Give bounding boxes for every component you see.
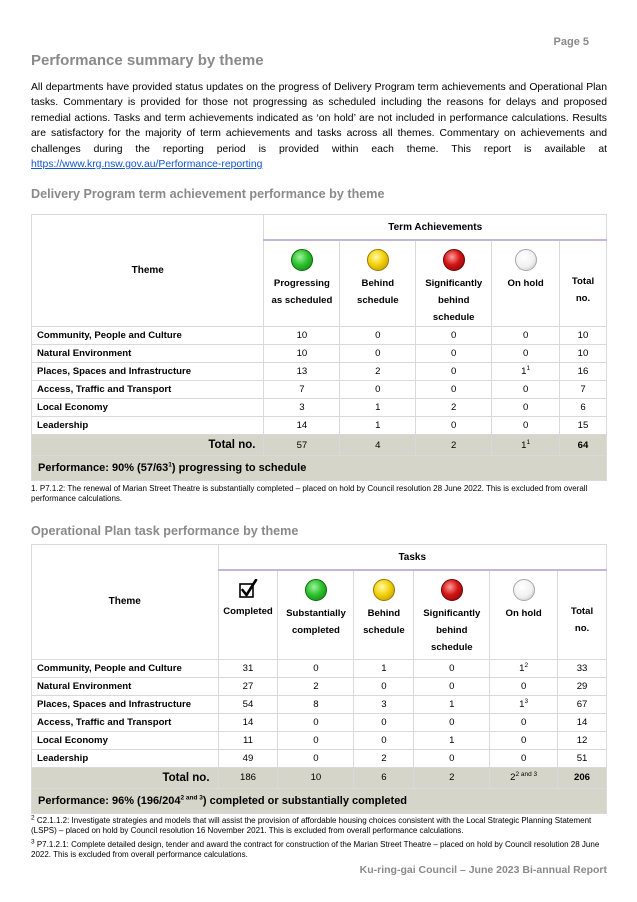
table-row: Community, People and Culture 31 0 1 0 $1^2$ 33 <box>32 659 607 677</box>
table-row: Leadership 14 1 0 0 15 <box>32 417 607 435</box>
yellow-light-icon <box>373 579 395 601</box>
table-row: Community, People and Culture 10 0 0 0 10 <box>32 327 607 345</box>
page-number: Page 5 <box>553 36 589 48</box>
table-row: Places, Spaces and Infrastructure 13 2 0 $1^1$ 16 <box>32 363 607 381</box>
red-light-icon <box>441 579 463 601</box>
page-title: Performance summary by theme <box>31 52 264 69</box>
white-light-icon <box>515 249 537 271</box>
footnote-1: 1. P7.1.2: The renewal of Marian Street Theatre is substantially completed – placed on hold by Council resolution 28 June 2022. This is excluded from overall performance calculations. <box>31 484 588 503</box>
total-row: Total no. 186 10 6 2 $2^{2 and 3}$ 206 <box>32 767 607 788</box>
behind-column-header: Behind schedule <box>354 570 414 659</box>
theme-header: Theme <box>32 215 264 327</box>
table-row: Leadership 49 0 2 0 0 51 <box>32 749 607 767</box>
green-light-icon <box>305 579 327 601</box>
behind-column-header: Behind schedule <box>340 240 416 327</box>
total-row: Total no. 57 4 2 $1^1$ 64 <box>32 435 607 456</box>
white-light-icon <box>513 579 535 601</box>
on-hold-column-header: On hold <box>492 240 560 327</box>
total-column-header: Total no. <box>558 570 607 659</box>
table-row: Local Economy 11 0 0 1 0 12 <box>32 731 607 749</box>
table-row: Natural Environment 27 2 0 0 0 29 <box>32 677 607 695</box>
table-row: Natural Environment 10 0 0 0 10 <box>32 345 607 363</box>
performance-row: Performance: 90% $(57/63^1)$ progressing to schedule <box>32 456 607 481</box>
operational-plan-heading: Operational Plan task performance by theme <box>31 524 299 538</box>
significantly-behind-column-header: Significantly behind schedule <box>414 570 490 659</box>
green-light-icon <box>291 249 313 271</box>
theme-header: Theme <box>32 545 219 660</box>
progressing-column-header: Progressing as scheduled <box>264 240 340 327</box>
completed-column-header: Completed <box>218 570 278 659</box>
footnote-2: $^2$ C2.1.1.2: Investigate strategies and models that will assist the provision of affordable housing choices consistent with the Local Strategic Planning Statement (LSPS) – placed on hold by Council resolution 16 November 2021. This is excluded from overall performance calculations. <box>31 814 592 835</box>
table-row: Places, Spaces and Infrastructure 54 8 3 1 $1^3$ 67 <box>32 695 607 713</box>
operational-plan-table <box>31 544 607 814</box>
performance-row: Performance: 96% $(196/204^{2 and 3})$ completed or substantially completed <box>32 788 607 813</box>
report-footer: Ku-ring-gai Council – June 2023 Bi-annual Report <box>359 864 607 876</box>
table-row: Access, Traffic and Transport 7 0 0 0 7 <box>32 381 607 399</box>
substantially-completed-column-header: Substantially completed <box>278 570 354 659</box>
term-achievement-table <box>31 214 607 481</box>
intro-paragraph <box>31 80 607 172</box>
checkbox-tick-icon <box>238 579 258 599</box>
table-row: Access, Traffic and Transport 14 0 0 0 0 14 <box>32 713 607 731</box>
performance-reporting-link[interactable]: https://www.krg.nsw.gov.au/Performance-reporting <box>31 159 263 171</box>
term-achievements-header: Term Achievements <box>264 215 607 241</box>
footnote-3: $^3$ P7.1.2.1: Complete detailed design, tender and award the contract for construction of the Marian Street Theatre – placed on hold by Council resolution 28 June 2022. This is excluded from overall performance calculations. <box>31 838 600 859</box>
total-column-header: Total no. <box>560 240 607 327</box>
red-light-icon <box>443 249 465 271</box>
yellow-light-icon <box>367 249 389 271</box>
intro-text: All departments have provided status updates on the progress of Delivery Program term achievements and Operational Plan tasks. Commentary is provided for those not progressing as scheduled including the reasons for delays and proposed remedial actions. Tasks and term achievements indicated as ‘on hold’ are not included in performance calculations. Results are satisfactory for the majority of term achievements and tasks across all themes. Commentary on achievements and challenges during the reporting period is provided within each theme. This report is available at <box>31 82 607 155</box>
table-row: Local Economy 3 1 2 0 6 <box>32 399 607 417</box>
significantly-behind-column-header: Significantly behind schedule <box>416 240 492 327</box>
tasks-header: Tasks <box>218 545 606 571</box>
on-hold-column-header: On hold <box>490 570 558 659</box>
delivery-program-heading: Delivery Program term achievement performance by theme <box>31 187 385 201</box>
